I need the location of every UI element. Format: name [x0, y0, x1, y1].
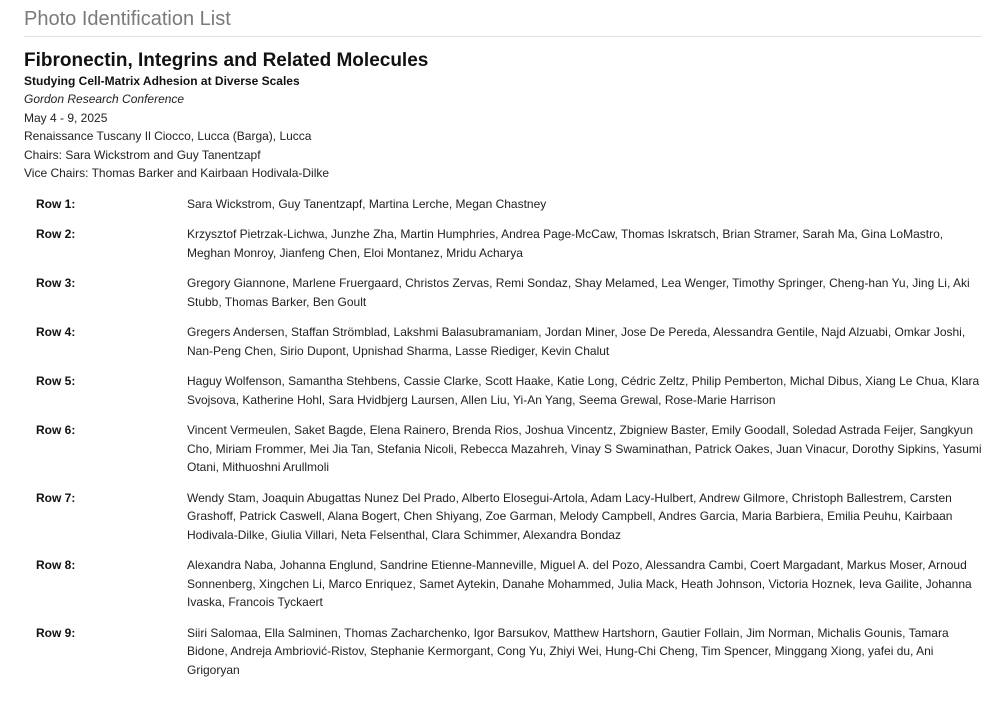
row-label: Row 4: — [36, 325, 76, 339]
row-label: Row 8: — [36, 558, 76, 572]
photo-row-1 — [36, 195, 982, 214]
row-label: Row 2: — [36, 227, 76, 241]
photo-row-5 — [36, 372, 982, 409]
row-names: Gregers Andersen, Staffan Strömblad, Lakshmi Balasubramaniam, Jordan Miner, Jose De Pereda, Alessandra Gentile, Najd Alzuabi, Omkar Joshi, Nan-Peng Chen, Sirio Dupont, Upnishad Sharma, Lasse Riediger, Kevin Chalut — [187, 325, 966, 358]
row-names: Wendy Stam, Joaquin Abugattas Nunez Del Prado, Alberto Elosegui-Artola, Adam Lacy-Hulbert, Andrew Gilmore, Christoph Ballestrem, Carsten Grashoff, Patrick Caswell, Alana Bogert, Chen Shiyang, Zoe Garman, Melody Campbell, Andres Garcia, Maria Barbiera, Emilia Peuhu, Kairbaan Hodivala-Dilke, Giulia Villari, Neta Felsenthal, Clara Schimmer, Alexandra Bondaz — [187, 490, 953, 542]
page-title: Photo Identification List — [24, 8, 982, 37]
photo-row-9 — [36, 624, 982, 680]
row-names: Vincent Vermeulen, Saket Bagde, Elena Rainero, Brenda Rios, Joshua Vincentz, Zbigniew Baster, Emily Goodall, Soledad Astrada Feijer, Sangkyun Cho, Miriam Frommer, Mei Jia Tan, Stefania Nicoli, Rebecca Mazahreh, Vinay S Swaminathan, Patrick Oakes, Juan Vinacur, Dorothy Sipkins, Yasumi Otani, Mithuoshni Arullmoli — [187, 423, 982, 474]
row-names: Alexandra Naba, Johanna Englund, Sandrine Etienne-Manneville, Miguel A. del Pozo, Alessandra Cambi, Coert Margadant, Markus Moser, Arnoud Sonnenberg, Xingchen Li, Marco Enriquez, Samet Aytekin, Danahe Mohammed, Julia Mack, Heath Johnson, Victoria Hoznek, Ieva Gailite, Johanna Ivaska, Francois Tyckaert — [187, 558, 972, 609]
row-names: Siiri Salomaa, Ella Salminen, Thomas Zacharchenko, Igor Barsukov, Matthew Hartshorn, Gautier Follain, Jim Norman, Michalis Gounis, Tamara Bidone, Andreja Ambriović-Ristov, Stephanie Kermorgant, Cong Yu, Zhiyi Wei, Hung-Chi Cheng, Tim Spencer, Minggang Xiong, yafei du, Ani Grigoryan — [187, 625, 949, 677]
row-label: Row 5: — [36, 374, 76, 388]
row-label: Row 9: — [36, 625, 76, 640]
row-names: Krzysztof Pietrzak-Lichwa, Junzhe Zha, Martin Humphries, Andrea Page-McCaw, Thomas Iskratsch, Brian Stramer, Sarah Ma, Gina LoMastro, Meghan Monroy, Jianfeng Chen, Eloi Montanez, Mridu Acharya — [187, 227, 944, 260]
row-names: Gregory Giannone, Marlene Fruergaard, Christos Zervas, Remi Sondaz, Shay Melamed, Lea Wenger, Timothy Springer, Cheng-han Yu, Jing Li, Aki Stubb, Thomas Barker, Ben Goult — [187, 276, 970, 309]
row-label: Row 3: — [36, 276, 76, 290]
conference-vice-chairs: Vice Chairs: Thomas Barker and Kairbaan Hodivala-Dilke — [24, 166, 330, 180]
photo-rows-list — [36, 195, 982, 680]
photo-row-3 — [36, 274, 982, 311]
photo-row-4 — [36, 323, 982, 360]
conference-series: Gordon Research Conference — [24, 92, 185, 106]
photo-row-8 — [36, 556, 982, 612]
row-label: Row 6: — [36, 423, 76, 437]
conference-title: Fibronectin, Integrins and Related Molecules — [24, 50, 429, 71]
conference-header — [24, 50, 982, 183]
photo-row-6 — [36, 421, 982, 477]
photo-row-7 — [36, 489, 982, 545]
row-names: Haguy Wolfenson, Samantha Stehbens, Cassie Clarke, Scott Haake, Katie Long, Cédric Zeltz, Philip Pemberton, Michal Dibus, Xiang Le Chua, Klara Svojsova, Katherine Hohl, Sara Hvidbjerg Laursen, Allen Liu, Yi-An Yang, Seema Grewal, Rose-Marie Harrison — [187, 374, 980, 407]
conference-location: Renaissance Tuscany Il Ciocco, Lucca (Barga), Lucca — [24, 129, 312, 143]
row-label: Row 7: — [36, 490, 76, 505]
conference-subtitle: Studying Cell-Matrix Adhesion at Diverse Scales — [24, 74, 300, 88]
row-names: Sara Wickstrom, Guy Tanentzapf, Martina Lerche, Megan Chastney — [187, 196, 547, 211]
row-label: Row 1: — [36, 196, 76, 211]
conference-dates: May 4 - 9, 2025 — [24, 110, 108, 125]
photo-row-2 — [36, 225, 982, 262]
conference-chairs: Chairs: Sara Wickstrom and Guy Tanentzapf — [24, 147, 261, 162]
